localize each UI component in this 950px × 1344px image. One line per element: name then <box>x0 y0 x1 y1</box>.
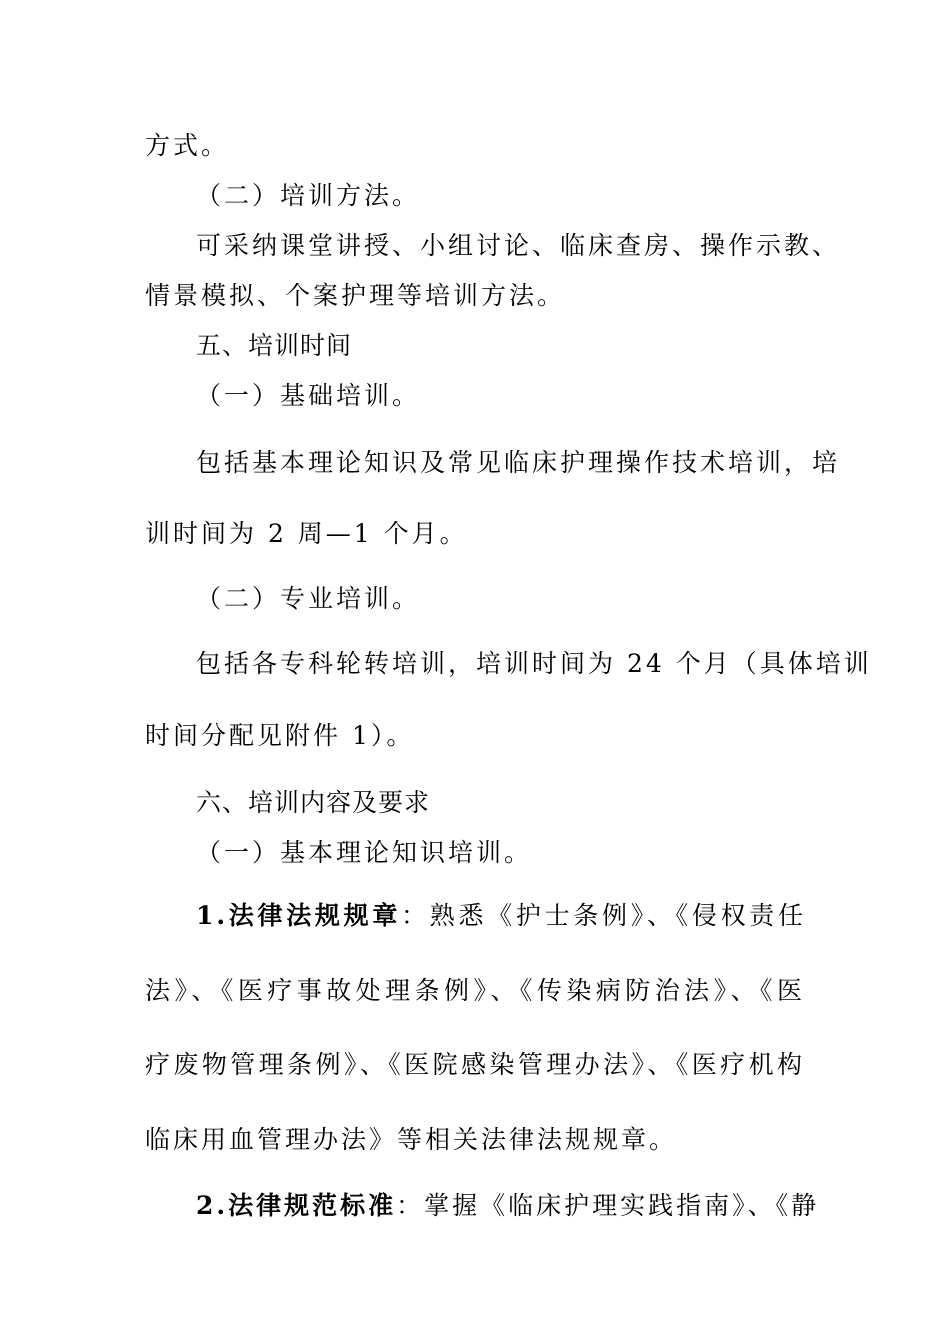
subsection-heading: （一）基础培训。 <box>196 381 421 410</box>
bold-term: 2.法律规范标准 <box>196 1191 397 1220</box>
subsection-heading: （一）基本理论知识培训。 <box>196 838 533 867</box>
text-line <box>196 1190 820 1222</box>
text-line: 临床用血管理办法》等相关法律法规规章。 <box>145 1125 678 1154</box>
text-line: 包括各专科轮转培训，培训时间为 24 个月（具体培训 <box>196 649 872 678</box>
section-heading: 五、培训时间 <box>196 331 353 360</box>
subsection-heading: （二）专业培训。 <box>196 584 421 613</box>
text-line: 疗废物管理条例》、《医院感染管理办法》、《医疗机构 <box>145 1050 805 1079</box>
subsection-heading: （二）培训方法。 <box>196 181 421 210</box>
text-line: 时间分配见附件 1）。 <box>145 721 415 750</box>
bold-term: 1.法律法规规章 <box>196 901 402 930</box>
section-heading: 六、培训内容及要求 <box>196 788 431 817</box>
text-span: ：掌握《临床护理实践指南》、《静 <box>396 1191 820 1220</box>
text-line: 可采纳课堂讲授、小组讨论、临床查房、操作示教、 <box>196 231 841 260</box>
text-line: 包括基本理论知识及常见临床护理操作技术培训，培 <box>196 448 841 477</box>
text-line: 方式。 <box>145 131 230 160</box>
text-line: 情景模拟、个案护理等培训方法。 <box>145 281 566 310</box>
text-line: 法》、《医疗事故处理条例》、《传染病防治法》、《医 <box>145 976 805 1005</box>
text-line: 训时间为 2 周—1 个月。 <box>145 519 468 548</box>
text-span: ：熟悉《护士条例》、《侵权责任 <box>401 901 806 930</box>
text-line <box>196 900 806 932</box>
